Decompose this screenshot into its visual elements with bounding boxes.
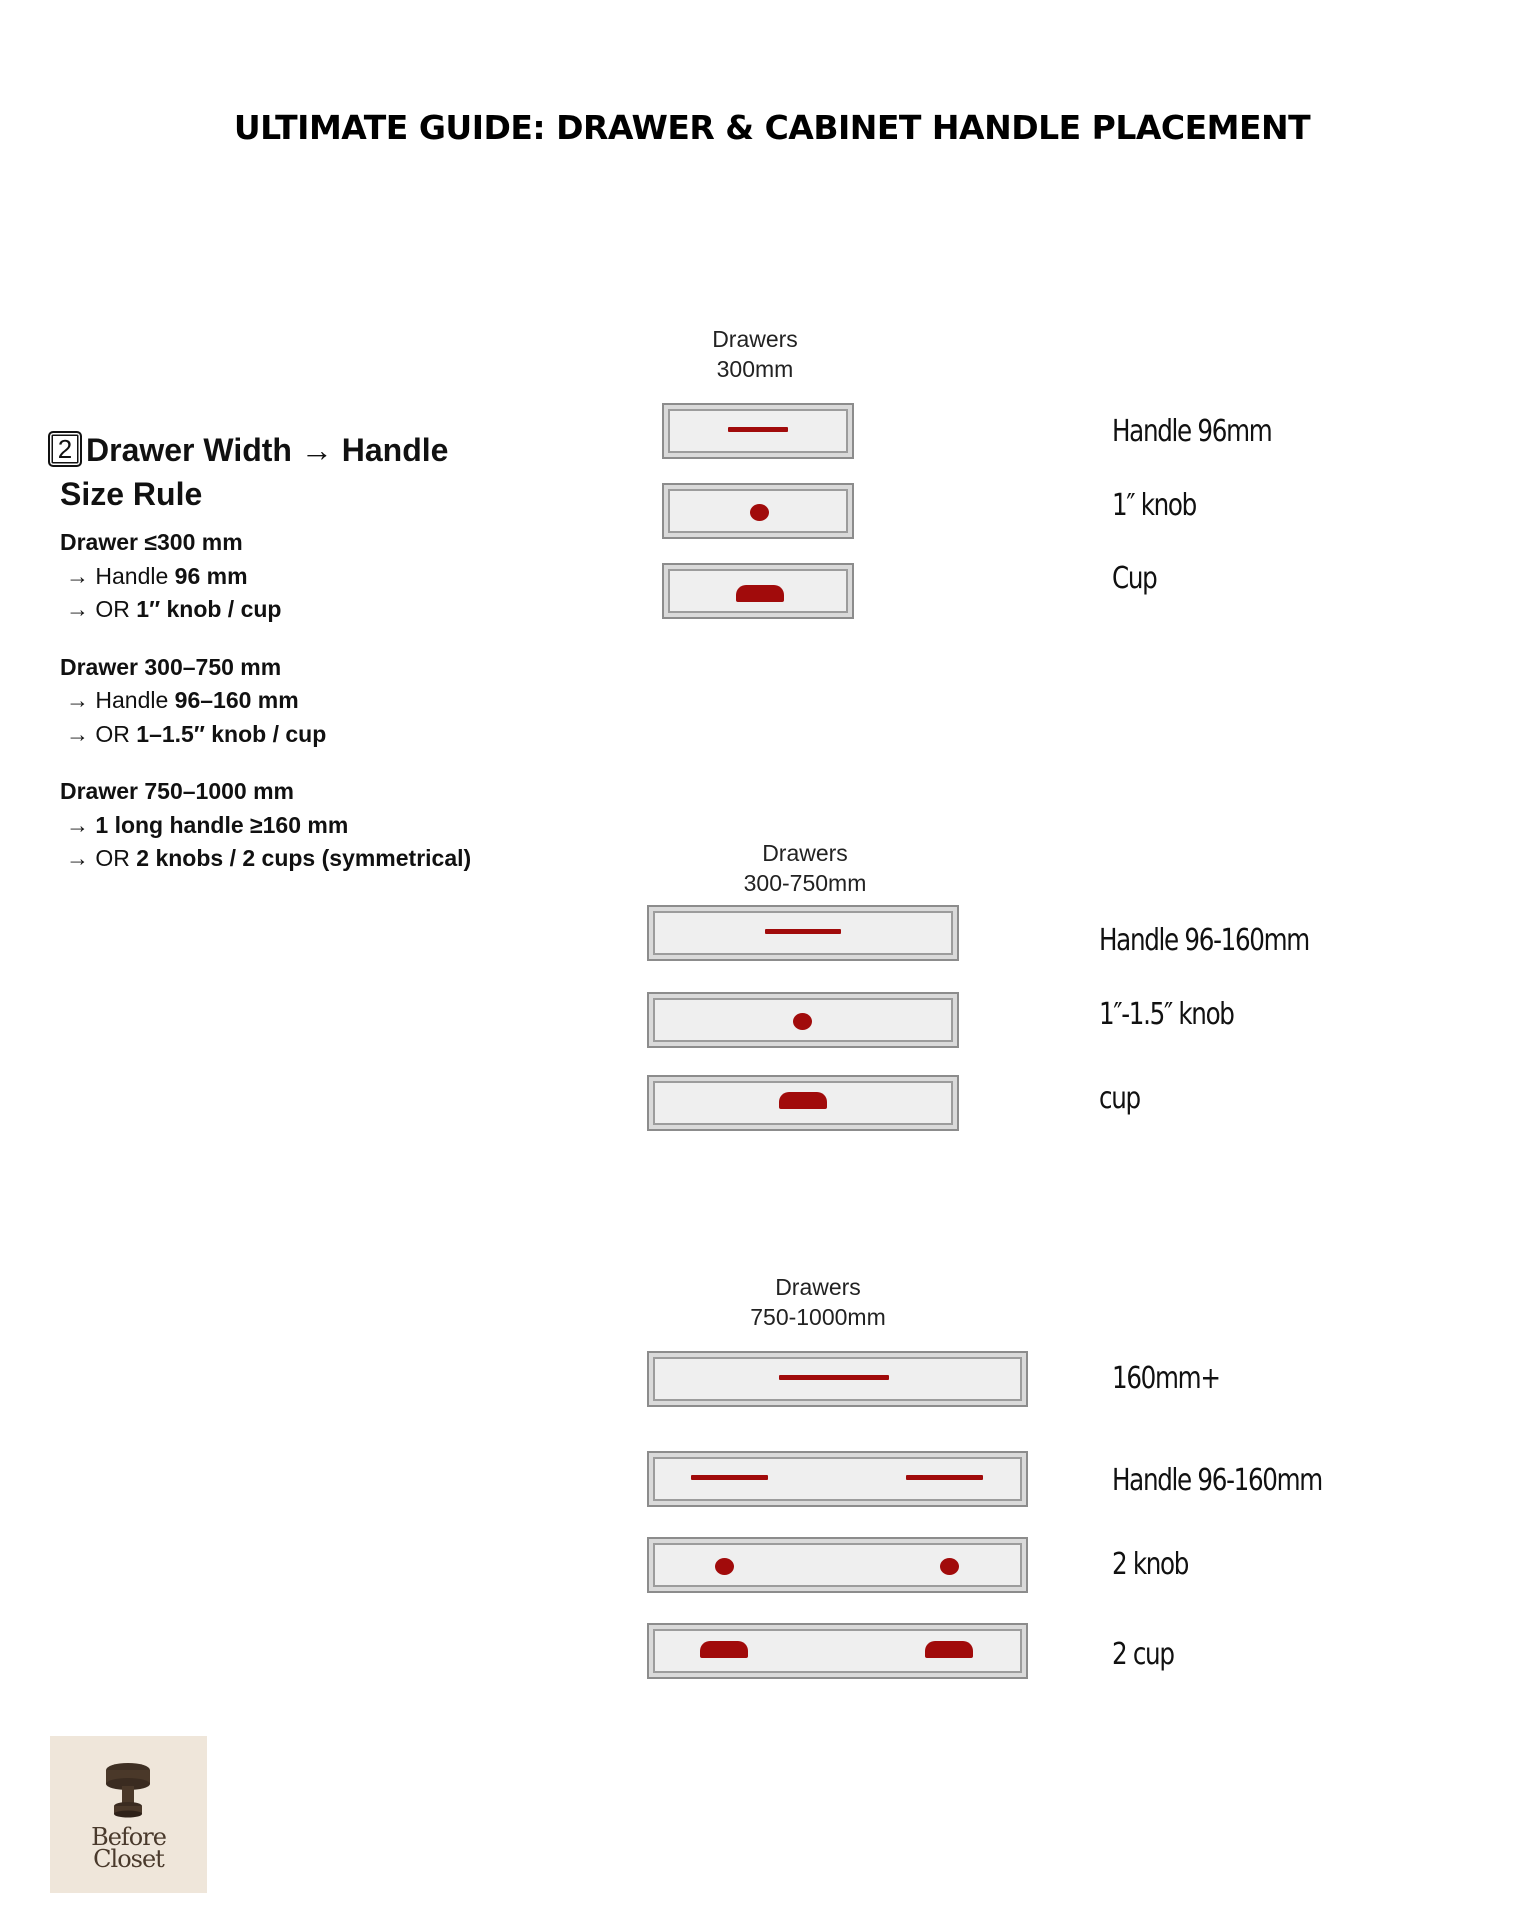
rule-value: 1–1.5″ knob / cup — [136, 720, 327, 747]
rule-line — [60, 593, 588, 627]
page-title: ULTIMATE GUIDE: DRAWER & CABINET HANDLE PLACEMENT — [233, 108, 1311, 147]
rule-medium — [48, 651, 588, 752]
handle-bar-right — [906, 1475, 983, 1480]
size-rules-panel — [48, 428, 588, 876]
knob — [750, 504, 769, 521]
option-label: Handle 96-160mm — [1099, 923, 1309, 958]
drawer-1000-long-handle — [647, 1351, 1028, 1407]
rule-head: Drawer ≤300 mm — [60, 529, 243, 555]
group-label-line2: 300-750mm — [743, 870, 867, 896]
cup-pull-right — [925, 1641, 973, 1658]
group-label-line1: Drawers — [712, 326, 798, 352]
rule-value: 2 knobs / 2 cups (symmetrical) — [136, 845, 472, 871]
arrow-text: → Handle — [66, 687, 175, 713]
drawer-750-handle — [647, 905, 959, 961]
group-label-750-1000mm — [718, 1272, 918, 1332]
rule-line — [60, 718, 588, 752]
knob — [793, 1013, 812, 1030]
handle-bar — [728, 427, 788, 432]
cup-pull — [779, 1092, 827, 1109]
drawer-1000-two-knobs — [647, 1537, 1028, 1593]
knob-left — [715, 1558, 734, 1575]
cup-pull — [736, 585, 784, 602]
rule-value: 1″ knob / cup — [136, 596, 282, 622]
option-label: 2 knob — [1112, 1547, 1189, 1582]
option-label: 1″ knob — [1112, 488, 1196, 523]
rule-large — [48, 775, 588, 876]
rule-head: Drawer 300–750 mm — [60, 653, 282, 680]
rules-heading-line1: Drawer Width → Handle — [86, 432, 449, 468]
drawer-750-knob — [647, 992, 959, 1048]
handle-bar-left — [691, 1475, 768, 1480]
drawer-300-knob — [662, 483, 854, 539]
arrow-text: → Handle — [66, 562, 175, 589]
group-label-line2: 300mm — [716, 356, 794, 382]
number-badge: 2 — [48, 431, 82, 467]
drawer-300-cup — [662, 563, 854, 619]
logo-line2: Closet — [93, 1845, 164, 1873]
group-label-300-750mm — [705, 838, 905, 898]
rules-heading — [48, 428, 588, 516]
logo-wordmark — [50, 1823, 207, 1873]
arrow-text: → OR — [66, 596, 137, 622]
brand-logo — [50, 1736, 207, 1893]
drawer-1000-two-cups — [647, 1623, 1028, 1679]
rules-heading-line2: Size Rule — [60, 476, 203, 512]
option-label: cup — [1099, 1081, 1140, 1116]
option-label: Handle 96-160mm — [1112, 1463, 1322, 1498]
group-label-line2: 750-1000mm — [750, 1304, 886, 1330]
option-label: Cup — [1112, 561, 1157, 596]
cup-pull-left — [700, 1641, 748, 1658]
option-label: 2 cup — [1112, 1637, 1174, 1672]
rule-small — [48, 526, 588, 627]
rule-value: 1 long handle ≥160 mm — [95, 811, 349, 838]
arrow-text: → OR — [66, 845, 137, 871]
handle-bar — [779, 1375, 889, 1380]
drawer-750-cup — [647, 1075, 959, 1131]
group-label-300mm — [660, 324, 850, 384]
arrow-text: → OR — [66, 720, 137, 747]
knob-right — [940, 1558, 959, 1575]
group-label-line1: Drawers — [762, 840, 848, 866]
option-label: 160mm+ — [1112, 1361, 1220, 1396]
rule-value: 96 mm — [174, 562, 248, 589]
rule-line — [60, 560, 588, 594]
drawer-300-handle — [662, 403, 854, 459]
rule-head: Drawer 750–1000 mm — [60, 778, 294, 804]
rule-value: 96–160 mm — [174, 687, 299, 713]
arrow-text: → — [66, 811, 96, 838]
rule-line — [60, 842, 588, 876]
logo-line1: Before — [91, 1823, 166, 1851]
option-label: 1″-1.5″ knob — [1099, 997, 1234, 1032]
handle-bar — [765, 929, 841, 934]
drawer-1000-two-handles — [647, 1451, 1028, 1507]
knob-icon — [102, 1760, 154, 1822]
group-label-line1: Drawers — [775, 1274, 861, 1300]
option-label: Handle 96mm — [1112, 414, 1272, 449]
rule-line — [60, 684, 588, 718]
rule-line — [60, 809, 588, 843]
